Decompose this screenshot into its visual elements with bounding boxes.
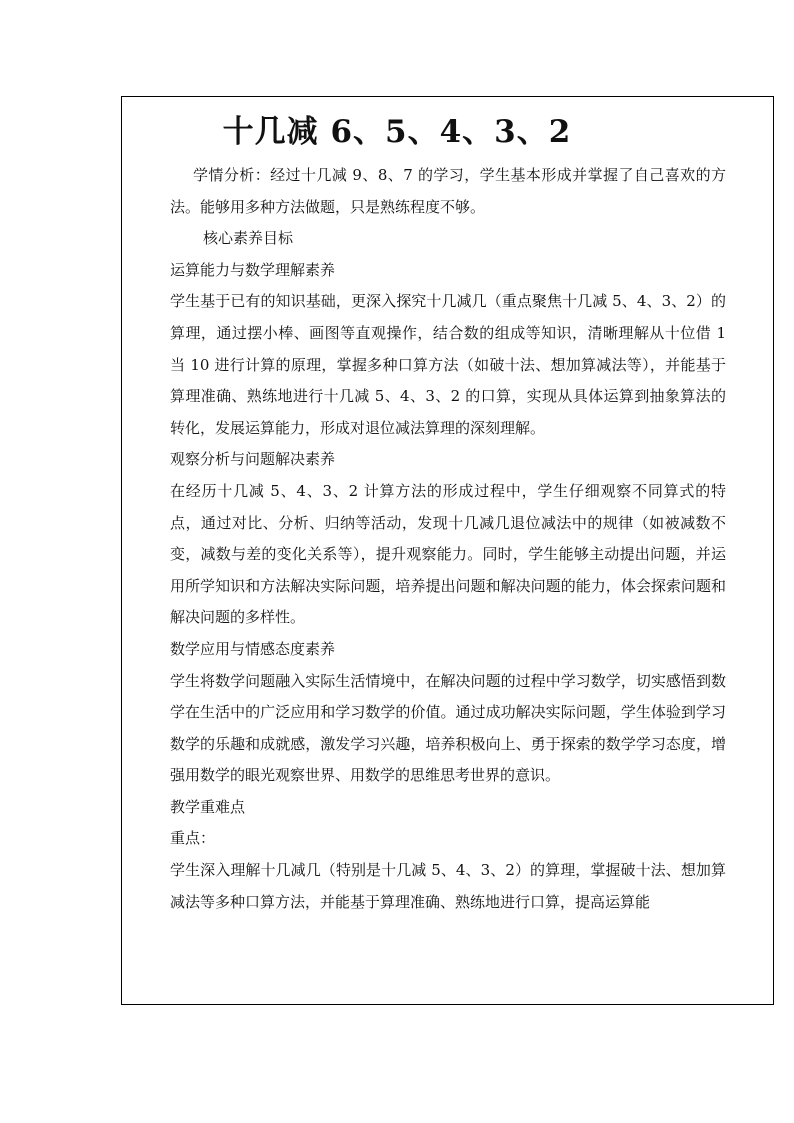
- key-point-label: 重点：: [170, 829, 216, 848]
- application-paragraph: 学生将数学问题融入实际生活情境中，在解决问题的过程中学习数学，切实感悟到数学在生活中的广泛应用和学习数学的价值。通过成功解决实际问题，学生体验到学习数学的乐趣和成就感，激发学习兴趣，培养积极向上、勇于探索的数学学习态度，增强用数学的眼光观察世界、用数学的思维思考世界的意识。: [170, 671, 726, 785]
- learning-analysis-paragraph: 学情分析：经过十几减 9、8、7 的学习，学生基本形成并掌握了自己喜欢的方法。能够用多种方法做题，只是熟练程度不够。: [170, 166, 726, 216]
- section-heading-operation: 运算能力与数学理解素养: [170, 260, 336, 279]
- document-body: [170, 160, 726, 918]
- operation-paragraph: 学生基于已有的知识基础，更深入探究十几减几（重点聚焦十几减 5、4、3、2）的算理，通过摆小棒、画图等直观操作，结合数的组成等知识，清晰理解从十位借 1 当 10 进行计算的原理，掌握多种口算方法（如破十法、想加算减法等），并能基于算理准确、熟练地进行十几减 5、4、3、2 的口算，实现从具体运算到抽象算法的转化，发展运算能力，形成对退位减法算理的深刻理解。: [170, 292, 726, 437]
- core-goal-heading: 核心素养目标: [203, 229, 294, 248]
- section-heading-observation: 观察分析与问题解决素养: [170, 450, 336, 469]
- document-title: 十几减 6、5、4、3、2: [222, 114, 572, 150]
- key-point-paragraph: 学生深入理解十几减几（特别是十几减 5、4、3、2）的算理，掌握破十法、想加算减法等多种口算方法，并能基于算理准确、熟练地进行口算，提高运算能: [170, 861, 726, 911]
- section-heading-application: 数学应用与情感态度素养: [170, 639, 336, 658]
- observation-paragraph: 在经历十几减 5、4、3、2 计算方法的形成过程中，学生仔细观察不同算式的特点，通过对比、分析、归纳等活动，发现十几减几退位减法中的规律（如被减数不变，减数与差的变化关系等），提升观察能力。同时，学生能够主动提出问题，并运用所学知识和方法解决实际问题，培养提出问题和解决问题的能力，体会探索问题和解决问题的多样性。: [170, 481, 726, 627]
- section-heading-key-points: 教学重难点: [170, 797, 246, 816]
